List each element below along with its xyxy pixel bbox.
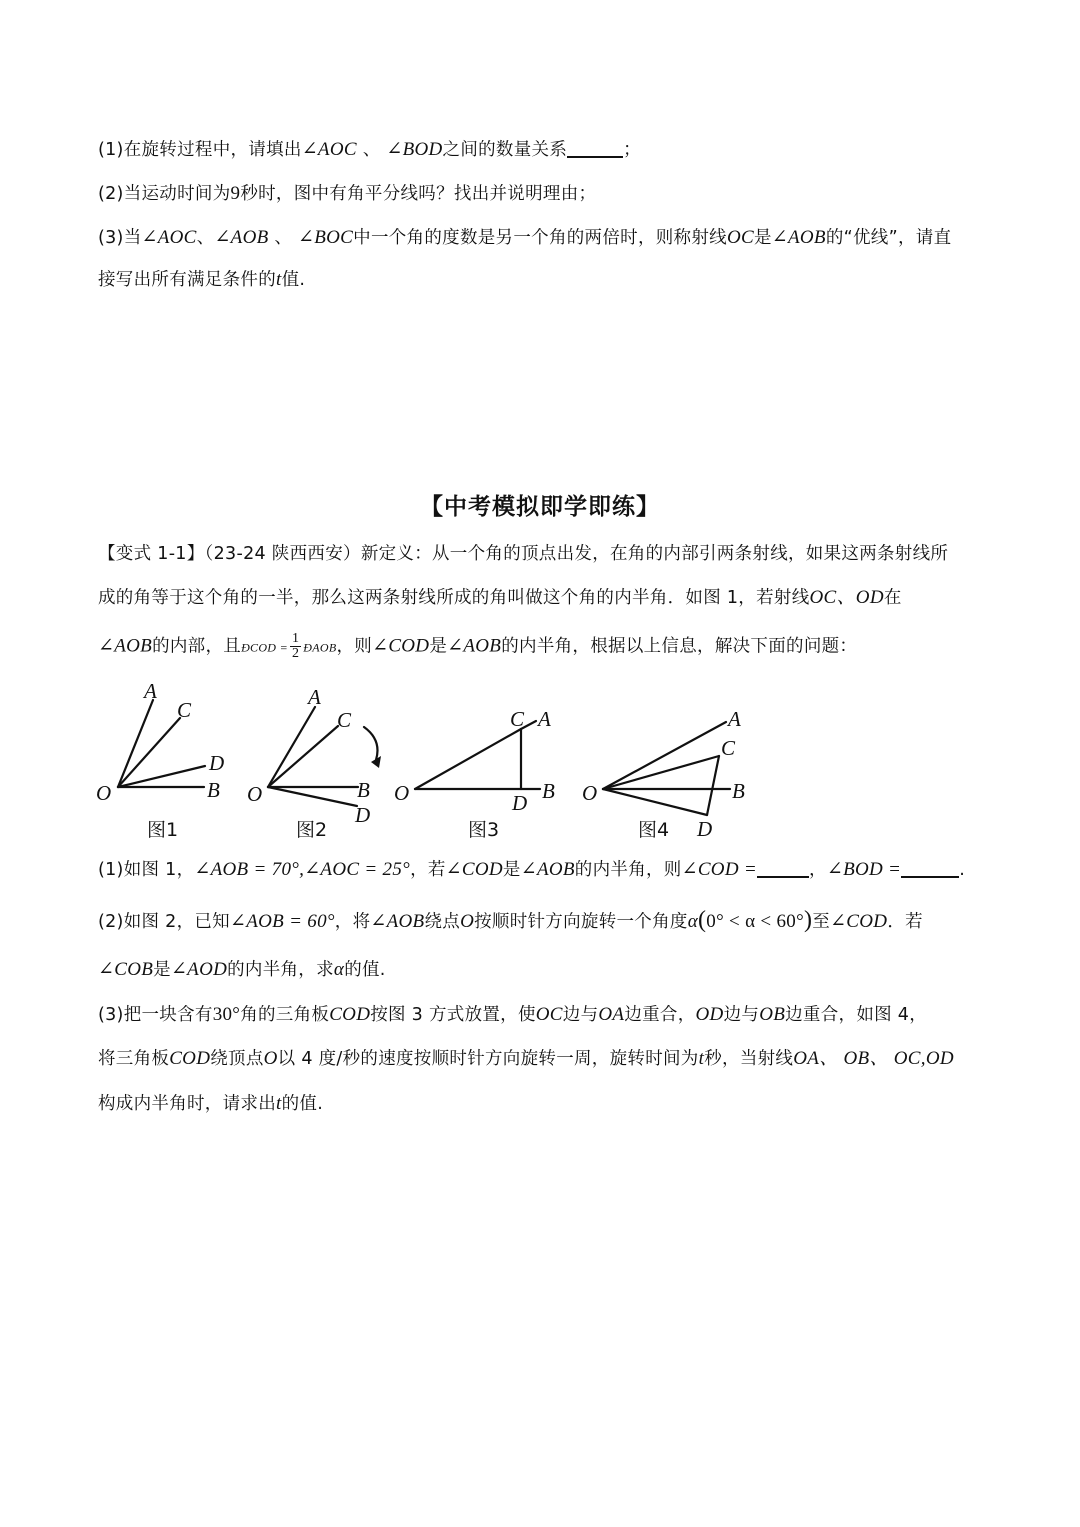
q3-line2-suffix: 值. xyxy=(281,270,306,290)
p1-text: 是 xyxy=(502,860,521,880)
p1-text: 的内半角，则 xyxy=(574,860,682,880)
variant-text: 的内半角，根据以上信息，解决下面的问题： xyxy=(501,636,858,657)
fraction-numerator: 1 xyxy=(291,631,300,646)
angle-aob: ∠AOB xyxy=(214,227,269,248)
triangle-cod: COD xyxy=(169,1048,211,1069)
angle-bod: ∠BOD xyxy=(386,139,443,160)
part-3-line1 xyxy=(98,1003,927,1027)
p3-text: 的值. xyxy=(281,1094,324,1114)
q2-suffix: 秒时，图中有角平分线吗？找出并说明理由； xyxy=(240,184,597,204)
q2-number: 9 xyxy=(230,183,241,204)
section-title: 【中考模拟即学即练】 xyxy=(420,494,660,520)
fraction-denominator: 2 xyxy=(291,646,300,661)
rays-oc-od: OC、OD xyxy=(809,587,884,608)
fig3-label-o: O xyxy=(394,781,410,805)
p2-given: ∠AOB = 60° xyxy=(230,911,335,932)
figure-1-lines xyxy=(118,700,205,787)
fig3-caption: 图3 xyxy=(468,819,500,841)
variant-text: 的内部，且 xyxy=(152,636,242,657)
p1-given: ∠AOB = 70°,∠AOC = 25° xyxy=(194,859,411,880)
p2-text: ．若 xyxy=(887,912,923,932)
part-2-line2 xyxy=(98,958,386,982)
alpha-range: 0° < α < 60° xyxy=(706,911,804,932)
p3-text: 绕顶点 xyxy=(210,1049,264,1069)
fig4-label-a: A xyxy=(728,707,741,731)
figure-3-lines xyxy=(415,721,540,789)
fig2-label-c: C xyxy=(337,708,352,732)
variant-source: （23-24 陕西西安） xyxy=(204,544,361,564)
variant-text: 新定义：从一个角的顶点出发，在角的内部引两条射线，如果这两条射线所 xyxy=(360,544,949,564)
part-1 xyxy=(98,858,965,882)
part-3-line3 xyxy=(98,1092,323,1116)
q1-end: ； xyxy=(623,140,641,160)
fig2-label-b: B xyxy=(357,778,370,802)
fig3-label-d: D xyxy=(512,791,528,815)
angle-aob: ∠AOB xyxy=(771,227,826,248)
angle-aob: ∠AOB xyxy=(370,911,425,932)
separator: 、 xyxy=(268,228,299,248)
angle-cod: ∠COD xyxy=(445,859,503,880)
p1-answer1-label: ∠COD = xyxy=(681,859,758,880)
answer-blank-bod[interactable] xyxy=(901,858,959,878)
p3-text: 角的三角板 xyxy=(240,1005,330,1025)
alpha-symbol: α xyxy=(333,959,345,980)
q3-end1: 的“优线”，请直 xyxy=(825,228,952,248)
angle-boc: ∠BOC xyxy=(298,227,354,248)
q3-prefix: (3)当 xyxy=(98,228,142,248)
fig4-label-c: C xyxy=(721,736,736,760)
fig1-label-o: O xyxy=(96,781,112,805)
fig2-caption: 图2 xyxy=(296,819,328,841)
variant-label: 【变式 1-1】 xyxy=(98,544,205,564)
variant-text: 在 xyxy=(883,588,902,608)
angle-aoc: ∠AOC xyxy=(301,139,357,160)
p1-answer2-label: ∠BOD = xyxy=(826,859,902,880)
angle-cob: ∠COB xyxy=(98,959,154,980)
p2-text: 的内半角，求 xyxy=(227,960,334,980)
angle-aod: ∠AOD xyxy=(170,959,228,980)
p3-text: 边与 xyxy=(562,1005,599,1025)
var-t: t xyxy=(276,269,282,290)
p2-text: 至 xyxy=(812,912,831,932)
angle-aob-small: ÐAOB xyxy=(303,640,337,655)
p3-text: 边重合，如图 4， xyxy=(785,1005,928,1025)
p1-text: ，若 xyxy=(410,860,446,880)
figure-4-lines xyxy=(603,722,730,815)
variant-text: 成的角等于这个角的一半，那么这两条射线所成的角叫做这个角的内半角．如图 1，若射线 xyxy=(98,588,810,608)
part-3-line2 xyxy=(98,1047,954,1071)
rays-list: OA、 OB、 OC,OD xyxy=(793,1048,954,1069)
q1-suffix: 之间的数量关系 xyxy=(442,140,568,160)
angle-aob: ∠AOB xyxy=(98,635,153,657)
alpha-symbol: α xyxy=(687,911,698,932)
fig4-label-d: D xyxy=(697,817,713,841)
ray-oc: OC xyxy=(726,227,754,248)
q1-text: (1)在旋转过程中，请填出 xyxy=(98,140,302,160)
p1-prefix: (1)如图 1， xyxy=(98,860,195,880)
side-ob: OB xyxy=(759,1004,786,1025)
point-o: O xyxy=(460,911,475,932)
q3-line2: 接写出所有满足条件的 xyxy=(98,270,276,290)
fig4-caption: 图4 xyxy=(638,819,670,841)
p2-prefix: (2)如图 2，已知 xyxy=(98,912,230,932)
answer-blank-cod[interactable] xyxy=(757,858,809,878)
side-oa: OA xyxy=(598,1004,625,1025)
rotation-arrow-icon xyxy=(364,727,378,760)
point-o: O xyxy=(263,1048,278,1069)
p1-end: . xyxy=(959,860,966,880)
degree-30: 30° xyxy=(212,1004,241,1025)
separator: 、 xyxy=(356,140,387,160)
p2-text: 按顺时针方向旋转一个角度 xyxy=(474,912,688,932)
angle-cod: ∠COD xyxy=(830,911,888,932)
fig4-label-b: B xyxy=(732,779,745,803)
fig1-label-c: C xyxy=(177,698,192,722)
fig1-label-b: B xyxy=(207,778,220,802)
fig2-label-o: O xyxy=(247,782,263,806)
p3-text: 边与 xyxy=(723,1005,760,1025)
fig2-label-a: A xyxy=(308,685,321,709)
q2-text: (2)当运动时间为 xyxy=(98,184,231,204)
p3-prefix: (3)把一块含有 xyxy=(98,1005,213,1025)
p2-text: 绕点 xyxy=(424,912,461,932)
fig1-label-d: D xyxy=(209,751,225,775)
p1-comma: ， xyxy=(809,860,827,880)
p3-text: 构成内半角时，请求出 xyxy=(98,1094,276,1114)
part-2-line1: (2)如图 2，已知∠AOB = 60°，将∠AOB绕点O按顺时针方向旋转一个角度α(0° < α < 60°)至∠COD．若 xyxy=(98,907,923,933)
fig3-label-c: C xyxy=(510,707,525,731)
fig3-label-a: A xyxy=(538,707,551,731)
angle-aoc: ∠AOC xyxy=(141,227,197,248)
p3-text: 秒，当射线 xyxy=(704,1049,794,1069)
side-od: OD xyxy=(695,1004,724,1025)
triangle-cod: COD xyxy=(329,1004,371,1025)
variant-text: 是 xyxy=(429,636,448,657)
separator: 、 xyxy=(196,228,215,248)
p2-text: 是 xyxy=(153,960,171,980)
var-t: t xyxy=(276,1093,282,1114)
fig3-label-b: B xyxy=(542,779,555,803)
q3-mid2: 是 xyxy=(753,228,772,248)
p2-text: ，将 xyxy=(334,912,371,932)
angle-aob: ∠AOB xyxy=(520,859,575,880)
p3-text: 边重合， xyxy=(624,1005,696,1025)
fig1-caption: 图1 xyxy=(147,819,179,841)
p3-text: 按图 3 方式放置，使 xyxy=(370,1005,536,1025)
p3-text: 将三角板 xyxy=(98,1049,170,1069)
side-oc: OC xyxy=(535,1004,563,1025)
var-t: t xyxy=(698,1048,705,1069)
angle-cod-small: ÐCOD = xyxy=(241,640,288,655)
variant-text: ，则 xyxy=(336,636,373,657)
q3-mid: 中一个角的度数是另一个角的两倍时，则称射线 xyxy=(353,228,727,248)
angle-aob: ∠AOB xyxy=(447,635,502,657)
fig1-label-a: A xyxy=(144,679,157,703)
fig4-label-o: O xyxy=(582,781,598,805)
angle-cod: ∠COD xyxy=(372,635,430,657)
p2-text: 的值. xyxy=(344,960,386,980)
fig2-label-d: D xyxy=(355,803,371,827)
p3-text: 以 4 度/秒的速度按顺时针方向旋转一周，旋转时间为 xyxy=(277,1049,699,1069)
